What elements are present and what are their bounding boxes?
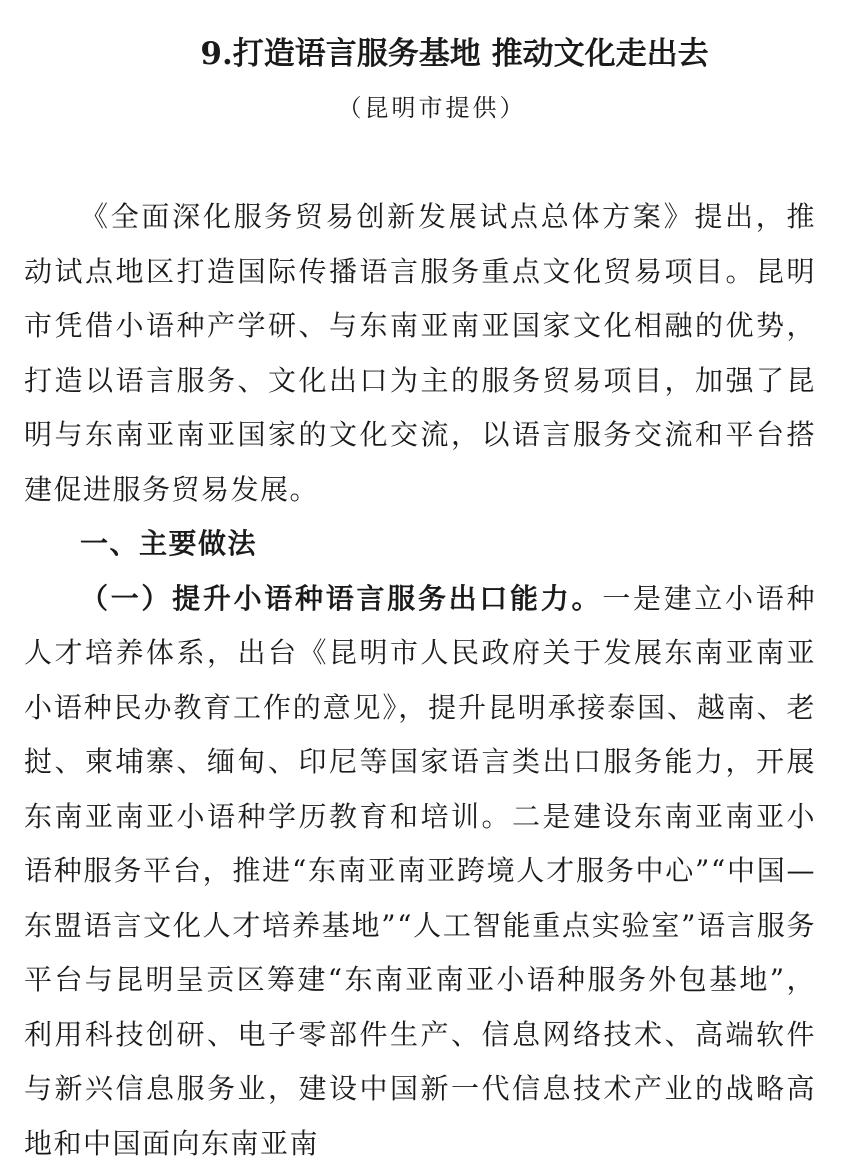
document-title: 9.打造语言服务基地 推动文化走出去 xyxy=(0,34,849,74)
subsection-paragraph xyxy=(24,572,816,1171)
subsection-body: 一是建立小语种人才培养体系，出台《昆明市人民政府关于发展东南亚南亚小语种民办教育工作的意见》，提升昆明承接泰国、越南、老挝、柬埔寨、缅甸、印尼等国家语言类出口服务能力，开展东南亚南亚小语种学历教育和培训。二是建设东南亚南亚小语种服务平台，推进“东南亚南亚跨境人才服务中心”“中国—东盟语言文化人才培养基地”“人工智能重点实验室”语言服务平台与昆明呈贡区筹建“东南亚南亚小语种服务外包基地”，利用科技创研、电子零部件生产、信息网络技术、高端软件与新兴信息服务业，建设中国新一代信息技术产业的战略高地和中国面向东南亚南 xyxy=(24,582,816,1160)
intro-paragraph: 《全面深化服务贸易创新发展试点总体方案》提出，推动试点地区打造国际传播语言服务重点文化贸易项目。昆明市凭借小语种产学研、与东南亚南亚国家文化相融的优势，打造以语言服务、文化出口为主的服务贸易项目，加强了昆明与东南亚南亚国家的文化交流，以语言服务交流和平台搭建促进服务贸易发展。 xyxy=(24,190,816,517)
document-body xyxy=(24,190,816,1171)
document-source: （昆明市提供） xyxy=(0,92,849,124)
section-heading: 一、主要做法 xyxy=(24,517,816,572)
subsection-lead: （一）提升小语种语言服务出口能力。 xyxy=(80,582,602,615)
